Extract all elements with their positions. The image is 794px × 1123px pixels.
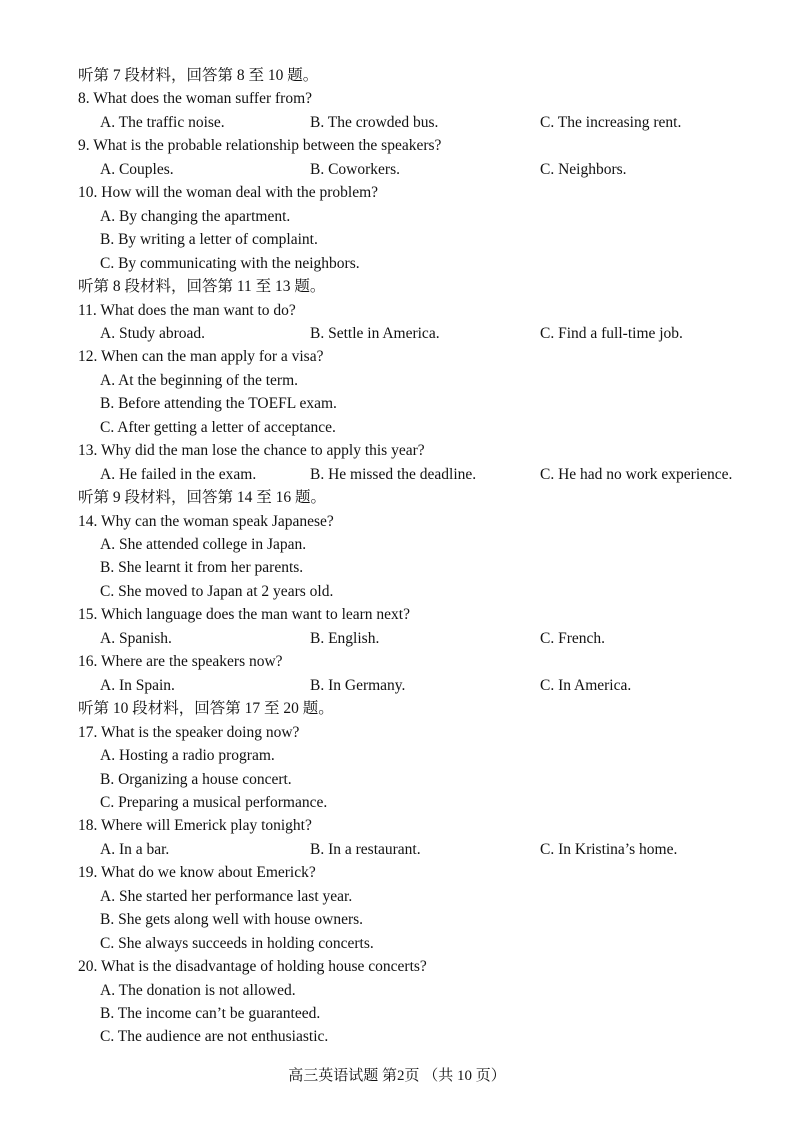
- option-c: C. Neighbors.: [540, 160, 627, 178]
- option-line: [0, 908, 794, 931]
- option-line: [0, 416, 794, 439]
- option-c: C. The audience are not enthusiastic.: [100, 1028, 329, 1046]
- options-row: [0, 838, 794, 861]
- question-stem-line: [0, 299, 794, 322]
- option-b: B. Organizing a house concert.: [100, 770, 292, 788]
- question-stem-line: [0, 814, 794, 837]
- option-b: B. In Germany.: [310, 676, 406, 694]
- option-line: [0, 1002, 794, 1025]
- option-line: [0, 392, 794, 415]
- option-b: B. The income can’t be guaranteed.: [100, 1005, 321, 1022]
- option-a: A. Spanish.: [100, 629, 172, 647]
- option-b: B. In a restaurant.: [310, 840, 421, 858]
- option-c: C. By communicating with the neighbors.: [100, 254, 360, 272]
- section-header: 听第 8 段材料，回答第 11 至 13 题。: [78, 278, 326, 296]
- question-stem: 17. What is the speaker doing now?: [78, 723, 300, 741]
- question-stem-line: [0, 603, 794, 626]
- option-a: A. The traffic noise.: [100, 113, 225, 131]
- option-c: C. After getting a letter of acceptance.: [100, 418, 336, 436]
- options-row: [0, 322, 794, 345]
- question-stem: 10. How will the woman deal with the problem?: [78, 184, 379, 202]
- option-c: C. He had no work experience.: [540, 465, 733, 483]
- option-a: A. Hosting a radio program.: [100, 747, 275, 765]
- question-stem: 16. Where are the speakers now?: [78, 653, 283, 671]
- question-stem-line: [0, 87, 794, 110]
- option-line: [0, 932, 794, 955]
- question-stem: 9. What is the probable relationship between the speakers?: [78, 137, 442, 155]
- question-stem-line: [0, 510, 794, 533]
- section-header: 听第 10 段材料，回答第 17 至 20 题。: [78, 700, 334, 718]
- section-header-line: [0, 486, 794, 509]
- option-line: [0, 205, 794, 228]
- question-stem: 15. Which language does the man want to learn next?: [78, 606, 410, 624]
- option-a: A. Couples.: [100, 160, 174, 178]
- section-header-line: [0, 697, 794, 720]
- option-line: [0, 791, 794, 814]
- option-line: [0, 580, 794, 603]
- option-b: B. He missed the deadline.: [310, 465, 477, 483]
- option-c: C. Preparing a musical performance.: [100, 793, 328, 811]
- option-a: A. She started her performance last year.: [100, 887, 353, 905]
- question-stem-line: [0, 134, 794, 157]
- option-line: [0, 885, 794, 908]
- section-header: 听第 7 段材料，回答第 8 至 10 题。: [78, 67, 319, 84]
- option-c: C. French.: [540, 629, 606, 647]
- option-c: C. The increasing rent.: [540, 113, 682, 131]
- option-b: B. Coworkers.: [310, 160, 400, 178]
- option-b: B. Settle in America.: [310, 324, 440, 342]
- option-c: C. Find a full-time job.: [540, 324, 683, 342]
- option-b: B. She gets along well with house owners.: [100, 911, 364, 929]
- option-line: [0, 533, 794, 556]
- option-b: B. By writing a letter of complaint.: [100, 231, 318, 249]
- question-stem-line: [0, 650, 794, 673]
- options-row: [0, 674, 794, 697]
- section-header-line: [0, 64, 794, 87]
- question-stem: 20. What is the disadvantage of holding house concerts?: [78, 958, 427, 976]
- options-row: [0, 463, 794, 486]
- section-header: 听第 9 段材料，回答第 14 至 16 题。: [78, 489, 327, 507]
- question-stem: 8. What does the woman suffer from?: [78, 90, 313, 108]
- options-row: [0, 158, 794, 181]
- question-stem-line: [0, 439, 794, 462]
- option-a: A. Study abroad.: [100, 324, 206, 342]
- footer-text: 高三英语试题 第2页 （共 10 页）: [288, 1068, 506, 1084]
- page-footer: [0, 1065, 794, 1088]
- question-stem: 11. What does the man want to do?: [78, 301, 296, 319]
- options-row: [0, 111, 794, 134]
- options-row: [0, 627, 794, 650]
- question-stem-line: [0, 955, 794, 978]
- question-stem-line: [0, 181, 794, 204]
- option-c: C. In America.: [540, 676, 632, 694]
- option-a: A. By changing the apartment.: [100, 207, 291, 225]
- section-header-line: [0, 275, 794, 298]
- question-stem: 18. Where will Emerick play tonight?: [78, 817, 312, 835]
- option-b: B. The crowded bus.: [310, 113, 439, 131]
- option-b: B. English.: [310, 629, 380, 647]
- option-a: A. At the beginning of the term.: [100, 371, 299, 389]
- option-line: [0, 252, 794, 275]
- option-c: C. She moved to Japan at 2 years old.: [100, 582, 334, 600]
- option-line: [0, 979, 794, 1002]
- question-stem: 19. What do we know about Emerick?: [78, 864, 316, 882]
- question-stem-line: [0, 345, 794, 368]
- option-b: B. She learnt it from her parents.: [100, 559, 304, 577]
- question-stem-line: [0, 721, 794, 744]
- option-a: A. He failed in the exam.: [100, 465, 257, 483]
- question-stem: 12. When can the man apply for a visa?: [78, 348, 324, 366]
- option-line: [0, 768, 794, 791]
- option-line: [0, 1025, 794, 1048]
- question-stem: 13. Why did the man lose the chance to apply this year?: [78, 442, 425, 460]
- option-a: A. She attended college in Japan.: [100, 536, 307, 553]
- option-line: [0, 228, 794, 251]
- question-stem-line: [0, 861, 794, 884]
- option-a: A. In a bar.: [100, 840, 170, 858]
- option-line: [0, 744, 794, 767]
- option-c: C. In Kristina’s home.: [540, 840, 678, 858]
- option-line: [0, 369, 794, 392]
- option-c: C. She always succeeds in holding concerts.: [100, 934, 374, 952]
- question-stem: 14. Why can the woman speak Japanese?: [78, 512, 334, 530]
- option-a: A. In Spain.: [100, 676, 175, 694]
- option-line: [0, 556, 794, 579]
- option-b: B. Before attending the TOEFL exam.: [100, 395, 337, 413]
- option-a: A. The donation is not allowed.: [100, 981, 296, 999]
